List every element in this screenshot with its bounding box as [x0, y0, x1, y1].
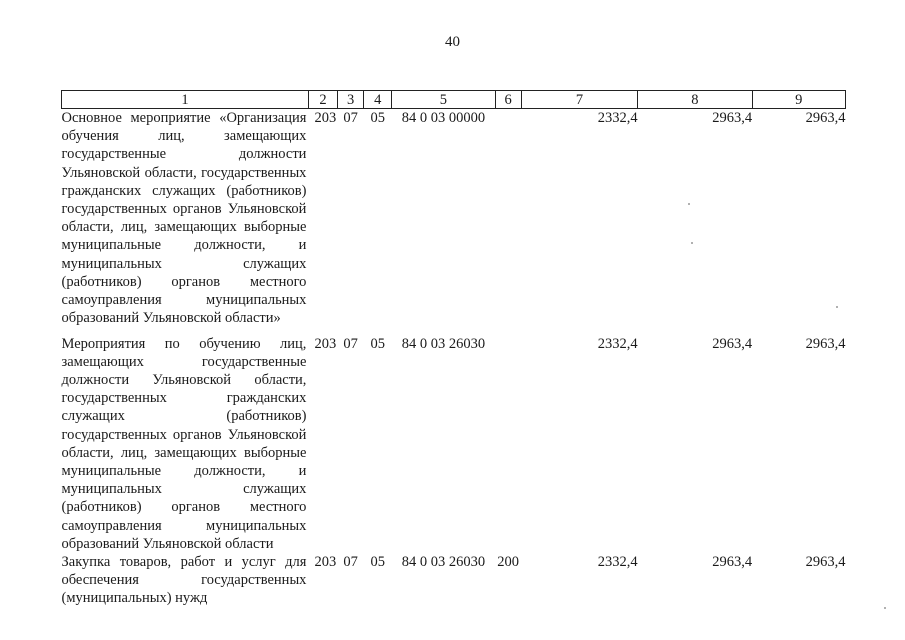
scan-speck [691, 242, 693, 244]
cell-subsection: 05 [370, 335, 385, 352]
scan-speck [884, 607, 886, 609]
cell-target-article: 84 0 03 26030 [401, 553, 486, 570]
cell-admin-code: 203 [314, 335, 337, 352]
cell-amount-9: 2963,4 [805, 110, 846, 126]
column-header: 2 [308, 91, 337, 109]
cell-amount-8: 2963,4 [712, 110, 753, 126]
column-header: 6 [495, 91, 521, 109]
cell-expense-type [495, 335, 521, 553]
cell-subsection: 05 [370, 110, 385, 126]
cell-admin-code: 203 [314, 110, 337, 126]
column-header: 4 [364, 91, 392, 109]
cell-section: 07 [343, 110, 358, 126]
scan-speck [688, 203, 690, 205]
table-row [62, 109, 846, 335]
cell-amount-8: 2963,4 [712, 335, 753, 352]
cell-amount-9: 2963,4 [805, 553, 846, 570]
cell-section: 07 [343, 553, 358, 570]
cell-amount-8: 2963,4 [712, 553, 753, 570]
row-name: Основное мероприятие «Организация обучения лиц, замещающих государственные должности Ульяновской области, государственных гражданских служащих (работников) государственных органов Ульяновской области, лиц, замещающих выборные муниципальные должности, и муниципальных служащих (работников) органов местного самоуправления муниципальных образований Ульяновской области» [61, 110, 307, 327]
budget-table [61, 90, 846, 608]
cell-target-article: 84 0 03 26030 [401, 335, 486, 352]
column-header: 9 [752, 91, 845, 109]
cell-admin-code: 203 [314, 553, 337, 570]
cell-subsection: 05 [370, 553, 385, 570]
scan-speck [836, 306, 838, 308]
column-header: 5 [392, 91, 495, 109]
table-row [62, 335, 846, 553]
column-header: 3 [338, 91, 364, 109]
page-number: 40 [445, 34, 460, 50]
cell-amount-7: 2332,4 [597, 110, 638, 126]
column-header: 1 [62, 91, 309, 109]
row-name: Закупка товаров, работ и услуг для обеспечения государственных (муниципальных) нужд [61, 553, 307, 607]
row-name: Мероприятия по обучению лиц, замещающих государственные должности Ульяновской области, государственных гражданских служащих (работников) государственных органов Ульяновской области, лиц, замещающих выборные муниципальные должности, и муниципальных служащих (работников) органов местного самоуправления муниципальных образований Ульяновской области [61, 335, 307, 552]
column-header: 7 [521, 91, 637, 109]
cell-expense-type [495, 109, 521, 335]
cell-target-article: 84 0 03 00000 [401, 110, 486, 126]
cell-section: 07 [343, 335, 358, 352]
column-header: 8 [638, 91, 752, 109]
cell-expense-type: 200 [497, 553, 520, 570]
table-row [62, 553, 846, 608]
cell-amount-7: 2332,4 [597, 553, 638, 570]
cell-amount-9: 2963,4 [805, 335, 846, 352]
cell-amount-7: 2332,4 [597, 335, 638, 352]
table-header-row [62, 91, 846, 109]
